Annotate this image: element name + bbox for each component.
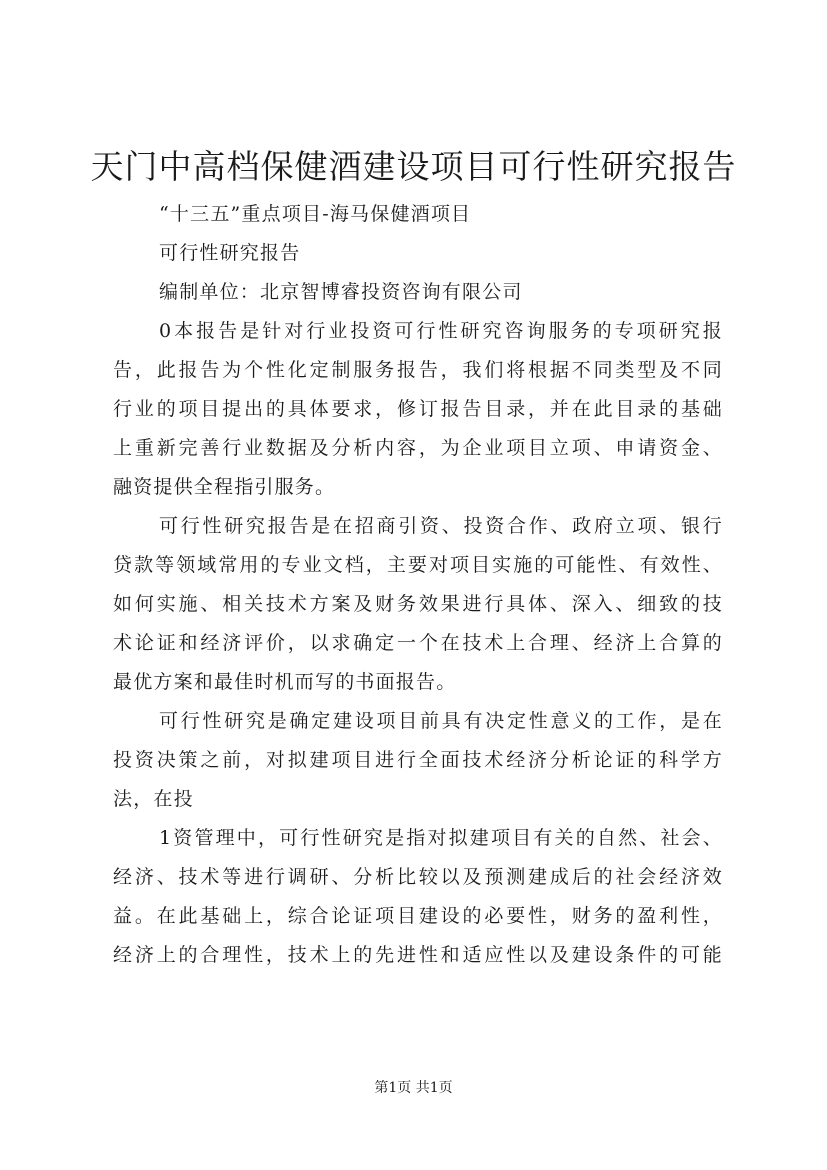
paragraph-line: 经济上的合理性，技术上的先进性和适应性以及建设条件的可能 [113,944,723,966]
document-title: 天门中高档保健酒建设项目可行性研究报告 [90,147,737,186]
paragraph-line: 融资提供全程指引服务。 [113,476,336,498]
paragraph-line: 如何实施、相关技术方案及财务效果进行具体、深入、细致的技 [113,593,723,615]
paragraph-line: 行业的项目提出的具体要求，修订报告目录，并在此目录的基础 [113,398,723,420]
paragraph-intro [113,312,723,507]
paragraph-line: 法，在投 [113,788,194,810]
paragraph-line: 可行性研究报告是在招商引资、投资合作、政府立项、银行 [159,515,723,537]
paragraph-line: 益。在此基础上，综合论证项目建设的必要性，财务的盈利性， [113,905,723,927]
paragraph-line: 投资决策之前，对拟建项目进行全面技术经济分析论证的科学方 [113,749,723,771]
paragraph-line: 上重新完善行业数据及分析内容，为企业项目立项、申请资金、 [113,437,723,459]
paragraph-line: 告，此报告为个性化定制服务报告，我们将根据不同类型及不同 [113,359,723,381]
paragraph-line: 可行性研究是确定建设项目前具有决定性意义的工作，是在 [159,710,723,732]
paragraph-management [113,819,723,975]
paragraph-definition [113,507,723,702]
paragraph-line: 0本报告是针对行业投资可行性研究咨询服务的专项研究报 [159,320,723,342]
document-body [113,195,723,975]
paragraph-line: 1资管理中，可行性研究是指对拟建项目有关的自然、社会、 [159,827,723,849]
paragraph-line: 术论证和经济评价，以求确定一个在技术上合理、经济上合算的 [113,632,723,654]
page-number-footer: 第1页 共1页 [374,1080,453,1096]
paragraph-importance [113,702,723,819]
paragraph-line: 贷款等领域常用的专业文档，主要对项目实施的可能性、有效性、 [113,554,723,576]
subtitle-line-project: “十三五”重点项目-海马保健酒项目 [159,203,472,225]
subtitle-line-author: 编制单位：北京智博睿投资咨询有限公司 [159,281,523,303]
paragraph-line: 最优方案和最佳时机而写的书面报告。 [113,671,457,693]
paragraph-line: 经济、技术等进行调研、分析比较以及预测建成后的社会经济效 [113,866,723,888]
subtitle-line-report: 可行性研究报告 [159,242,301,264]
